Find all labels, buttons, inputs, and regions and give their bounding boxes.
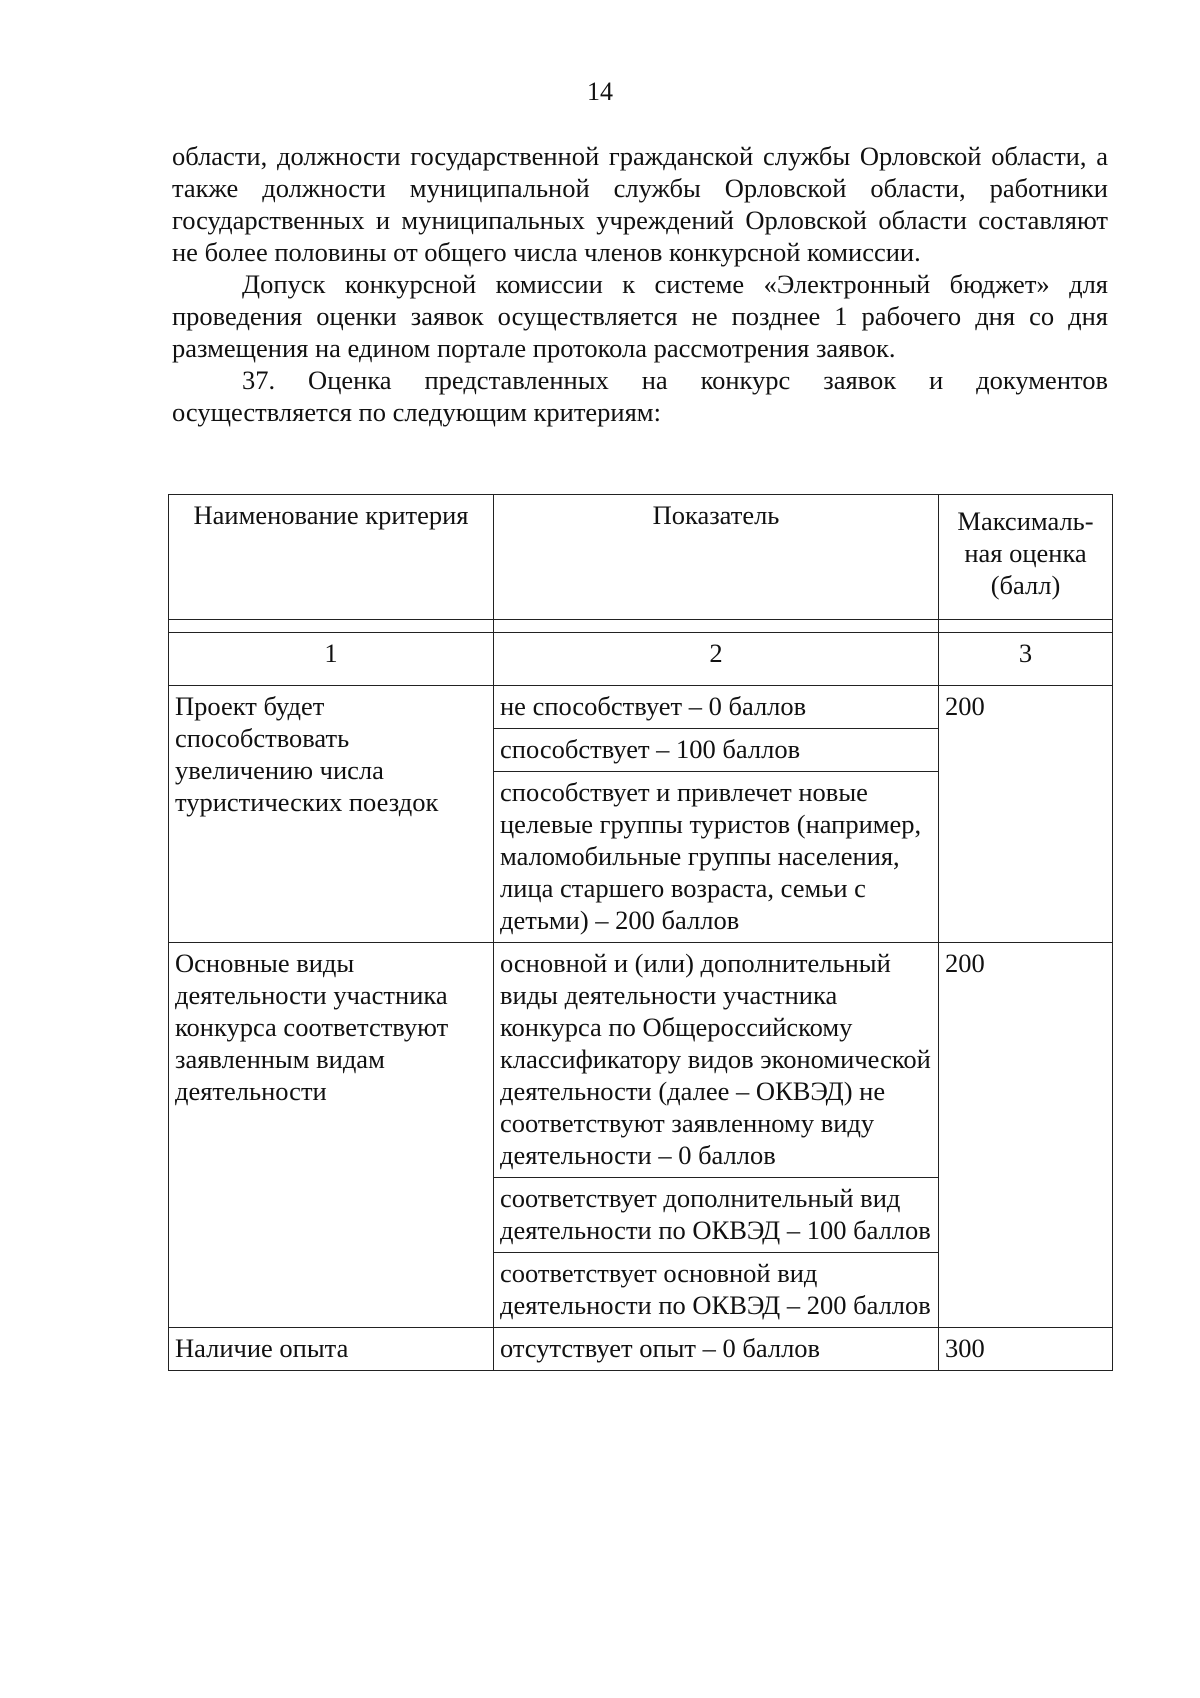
paragraph-criteria-intro: 37. Оценка представленных на конкурс заявок и документов осуществляется по следующим критериям:	[172, 365, 1108, 427]
table-column-numbers-row	[169, 633, 1113, 686]
page-number: 14	[587, 77, 613, 106]
indicator-cell: соответствует дополнительный вид деятельности по ОКВЭД – 100 баллов	[494, 1178, 939, 1253]
paragraph-access: Допуск конкурсной комиссии к системе «Электронный бюджет» для проведения оценки заявок осуществляется не позднее 1 рабочего дня со дня размещения на едином портале протокола рассмотрения заявок.	[172, 269, 1108, 363]
indicator-cell: основной и (или) дополнительный виды деятельности участника конкурса по Общероссийскому классификатору видов экономической деятельности (далее – ОКВЭД) не соответствуют заявленному виду деятельности – 0 баллов	[494, 943, 939, 1178]
table-row	[169, 1328, 1113, 1371]
max-score-cell: 300	[939, 1328, 1113, 1371]
header-max-score: Максималь-ная оценка (балл)	[939, 495, 1113, 620]
paragraph-continuation: области, должности государственной гражданской службы Орловской области, а также должности муниципальной службы Орловской области, работники государственных и муниципальных учреждений Орловской области составляют не более половины от общего числа членов конкурсной комиссии.	[172, 141, 1108, 267]
criteria-table-wrap	[168, 494, 1112, 1371]
indicator-cell: соответствует основной вид деятельности по ОКВЭД – 200 баллов	[494, 1253, 939, 1328]
header-criterion: Наименование критерия	[169, 495, 494, 620]
gap-cell	[494, 620, 939, 633]
table-row	[169, 686, 1113, 729]
criterion-cell: Основные виды деятельности участника конкурса соответствуют заявленным видам деятельности	[169, 943, 494, 1328]
gap-cell	[169, 620, 494, 633]
max-score-cell: 200	[939, 686, 1113, 943]
criterion-cell: Наличие опыта	[169, 1328, 494, 1371]
gap-cell	[939, 620, 1113, 633]
column-number: 1	[169, 633, 494, 686]
column-number: 3	[939, 633, 1113, 686]
table-row	[169, 943, 1113, 1178]
criterion-cell: Проект будет способствовать увеличению числа туристических поездок	[169, 686, 494, 943]
indicator-cell: не способствует – 0 баллов	[494, 686, 939, 729]
max-score-cell: 200	[939, 943, 1113, 1328]
indicator-cell: способствует – 100 баллов	[494, 729, 939, 772]
indicator-cell: отсутствует опыт – 0 баллов	[494, 1328, 939, 1371]
column-number: 2	[494, 633, 939, 686]
table-header-row	[169, 495, 1113, 620]
indicator-cell: способствует и привлечет новые целевые группы туристов (например, маломобильные группы населения, лица старшего возраста, семьи с детьми) – 200 баллов	[494, 772, 939, 943]
body-text	[172, 140, 1108, 428]
table-gap-row	[169, 620, 1113, 633]
criteria-table	[168, 494, 1113, 1371]
header-indicator: Показатель	[494, 495, 939, 620]
